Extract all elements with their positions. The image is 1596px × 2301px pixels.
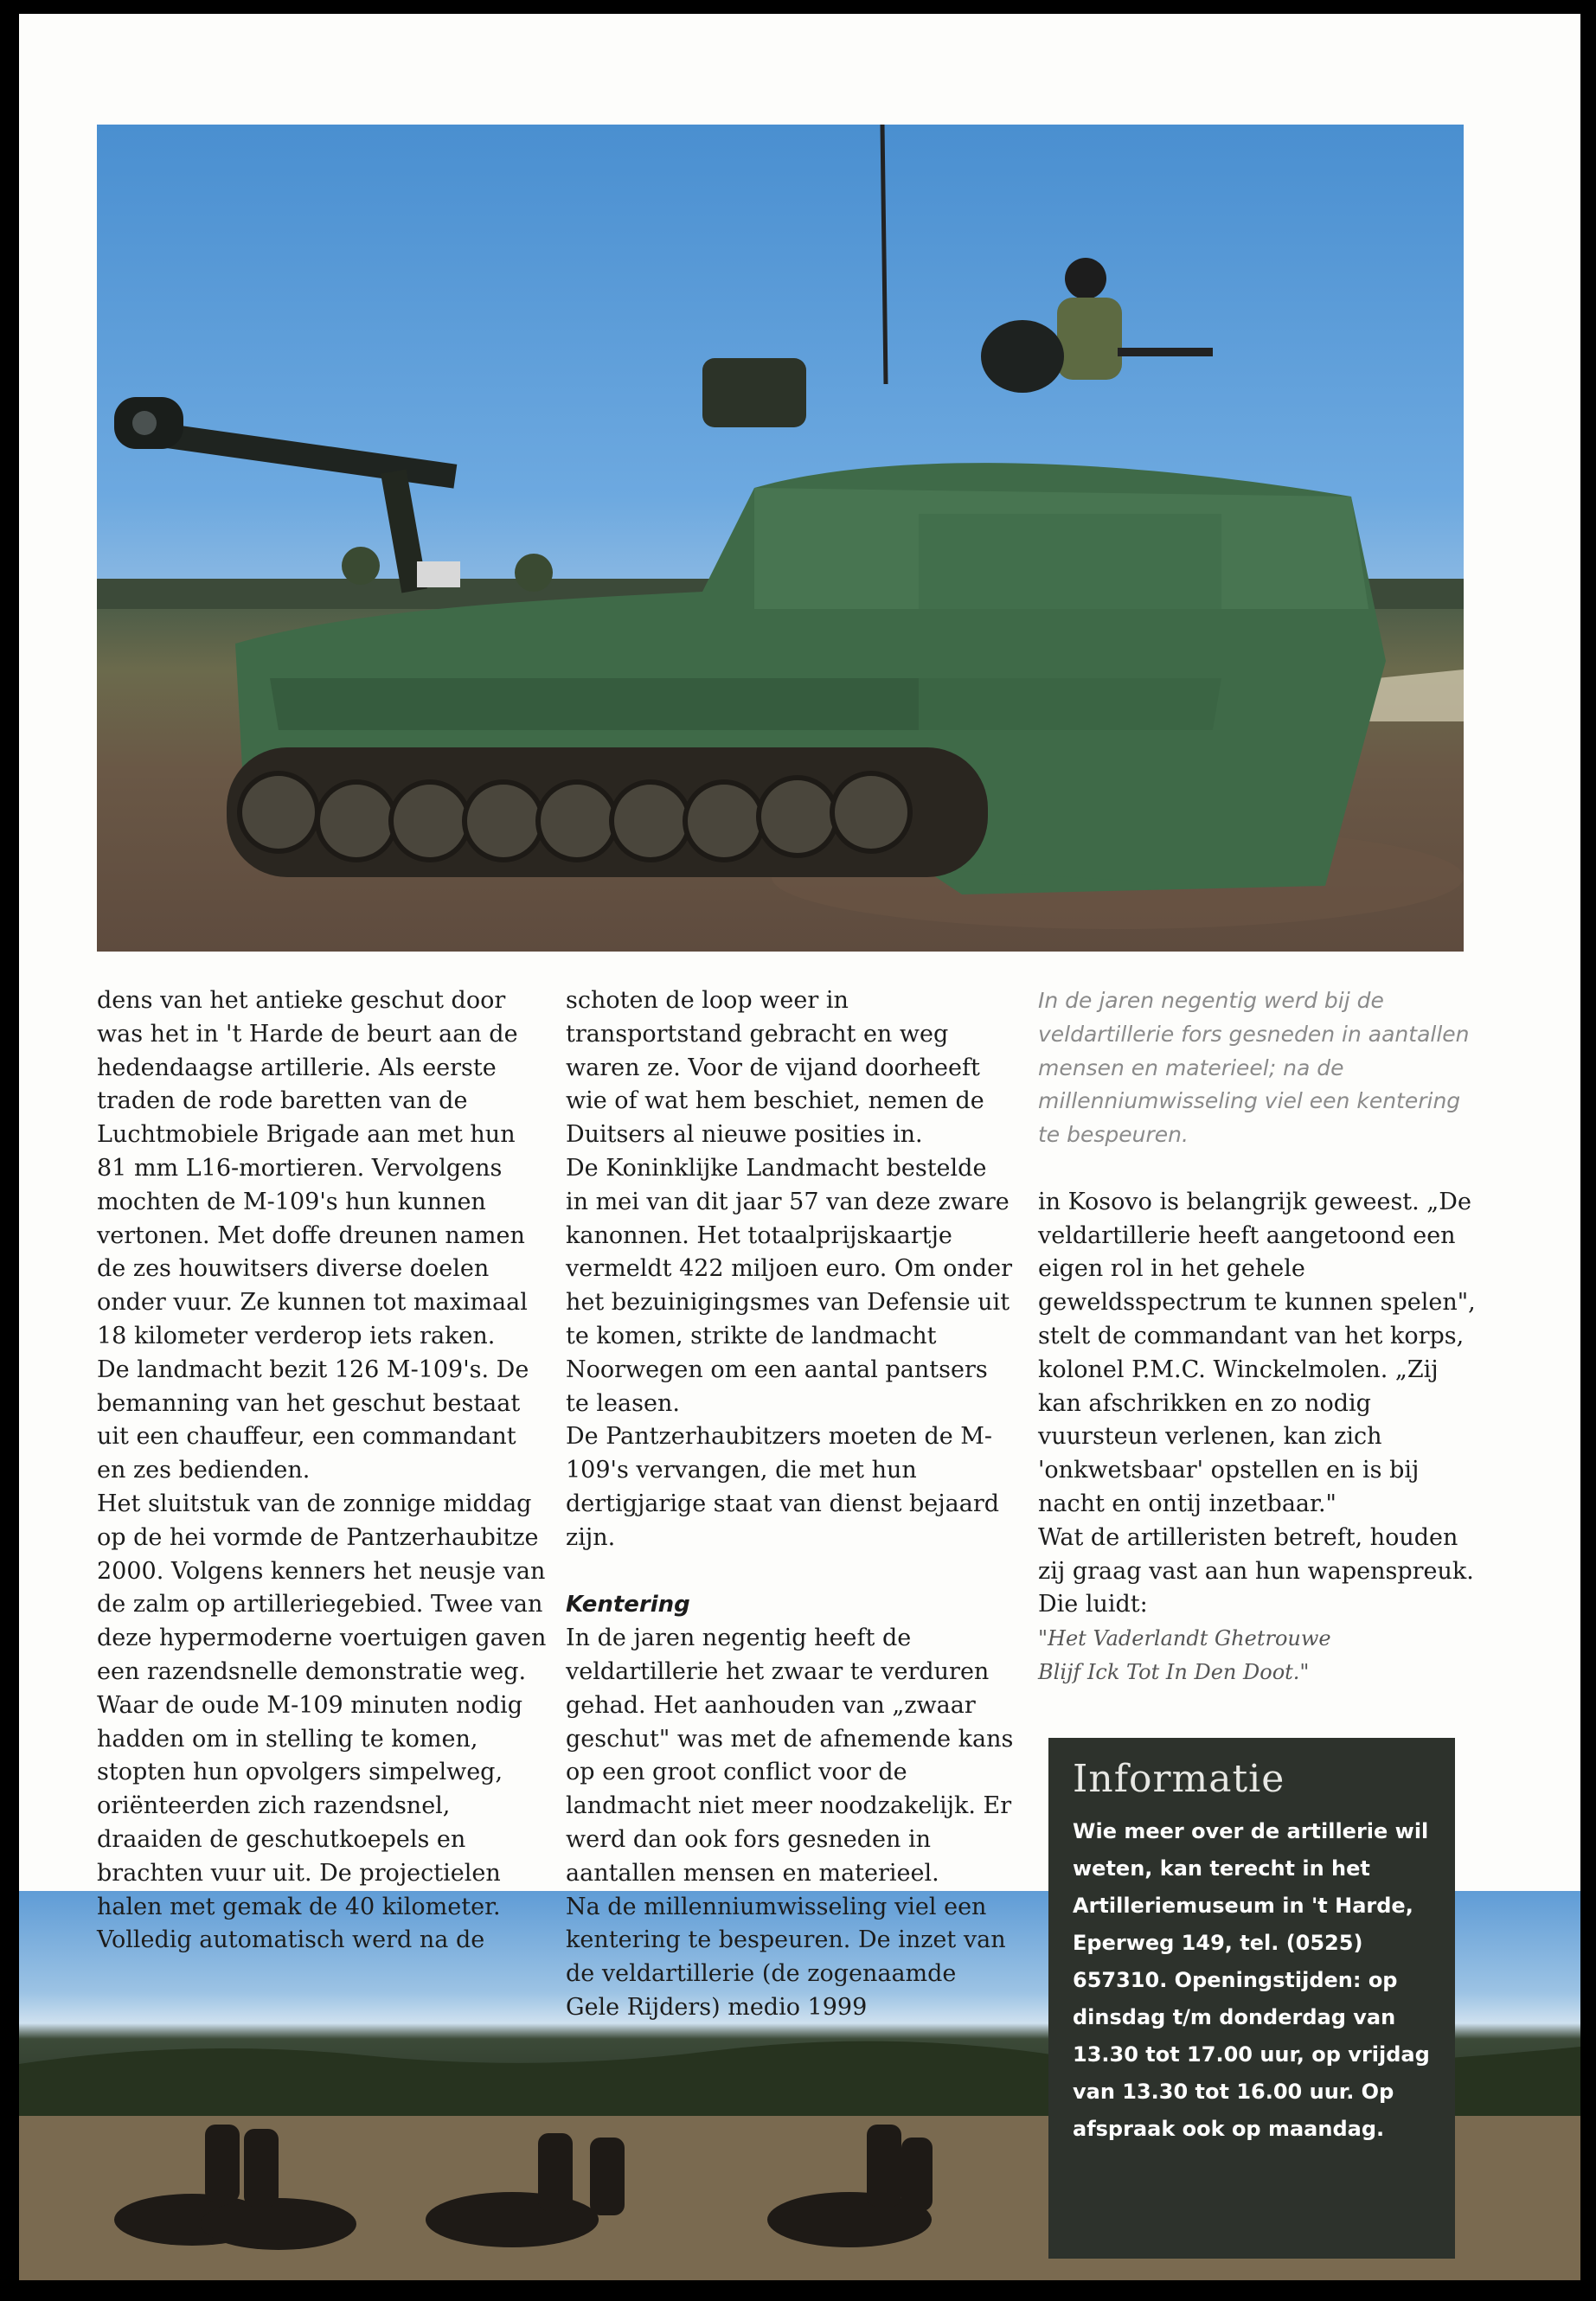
spacer [566,1555,1016,1589]
paragraph: dens van het antieke geschut door was het in 't Harde de beurt aan de hedendaagse artillerie. Als eerste traden de rode baretten van de Luchtmobiele Brigade aan met hun 81 mm L16-mortieren. Vervolgens mochten de M-109's hun kunnen vertonen. Met doffe dreunen namen de zes houwitsers diverse doelen onder vuur. Ze kunnen tot maximaal 18 kilometer verderop iets raken. [97,987,528,1349]
info-title: Informatie [1073,1757,1285,1801]
paragraph: De Pantzerhaubitzers moeten de M-109's vervangen, die met hun dertigjarige staat van dienst bejaard zijn. [566,1423,1000,1551]
pull-quote: In de jaren negentig werd bij de veldartillerie fors gesneden in aantallen mensen en materieel; na de millenniumwisseling viel een kentering te bespeuren. [1038,988,1470,1148]
paragraph: Het sluitstuk van de zonnige middag op de hei vormde de Pantzerhaubitze 2000. Volgens kenners het neusje van de zalm op artilleriegebied. Twee van deze hypermoderne voertuigen gaven een razendsnelle demonstratie weg. Waar de oude M-109 minuten nodig hadden om in stelling te komen, stopten hun opvolgers simpelweg, oriënteerden zich razendsnel, draaiden de geschutkoepels en brachten vuur uit. De projectielen halen met gemak de 40 kilometer. [97,1490,547,1920]
info-box [1048,1738,1455,2259]
paragraph: De landmacht bezit 126 M-109's. De bemanning van het geschut bestaat uit een chauffeur, een commandant en zes bedienden. [97,1356,529,1484]
section-heading: Kentering [566,1592,690,1618]
magazine-page [19,14,1580,2280]
text-column-1 [97,984,547,1958]
paragraph: Wat de artilleristen betreft, houden zij graag vast aan hun wapenspreuk. Die luidt: [1038,1523,1474,1618]
paragraph: In de jaren negentig heeft de veldartillerie het zwaar te verduren gehad. Het aanhouden van „zwaar geschut" was met de afnemende kans op een groot conflict voor de landmacht niet meer noodzakelijk. Er werd dan ook fors gesneden in aantallen mensen en materieel. [566,1625,1014,1887]
motto-line: Blijf Ick Tot In Den Doot." [1038,1659,1310,1684]
paragraph: in Kosovo is belangrijk geweest. „De veldartillerie heeft aangetoond een eigen rol in het gehele geweldsspectrum te kunnen spelen", stelt de commandant van het korps, kolonel P.M.C. Winckelmolen. „Zij kan afschrikken en zo nodig vuursteun verlenen, kan zich 'onkwetsbaar' opstellen en is bij nacht en ontij inzetbaar." [1038,1188,1476,1517]
paragraph: Volledig automatisch werd na de [97,1926,485,1954]
tank-illustration [97,125,1464,952]
tank-photo [97,125,1464,952]
info-text: Wie meer over de artillerie wil weten, kan terecht in het Artilleriemuseum in 't Harde, Eperweg 149, tel. (0525) 657310. Openingstijden: op dinsdag t/m donderdag van 13.30 tot 17.00 uur, op vrijdag van 13.30 tot 16.00 uur. Op afspraak ook op maandag. [1073,1819,1430,2141]
spacer [1038,1152,1488,1186]
text-column-2 [566,984,1016,2025]
text-column-3 [1038,984,1488,1689]
paragraph: schoten de loop weer in transportstand gebracht en weg waren ze. Voor de vijand doorheeft wie of wat hem beschiet, nemen de Duitsers al nieuwe posities in. [566,987,984,1149]
paragraph: Na de millenniumwisseling viel een kentering te bespeuren. De inzet van de veldartillerie (de zogenaamde Gele Rijders) medio 1999 [566,1893,1006,2021]
motto-line: "Het Vaderlandt Ghetrouwe [1038,1626,1331,1651]
paragraph: De Koninklijke Landmacht bestelde in mei van dit jaar 57 van deze zware kanonnen. Het totaalprijskaartje vermeldt 422 miljoen euro. Om onder het bezuinigingsmes van Defensie uit te komen, strikte de landmacht Noorwegen om een aantal pantsers te leasen. [566,1154,1012,1417]
